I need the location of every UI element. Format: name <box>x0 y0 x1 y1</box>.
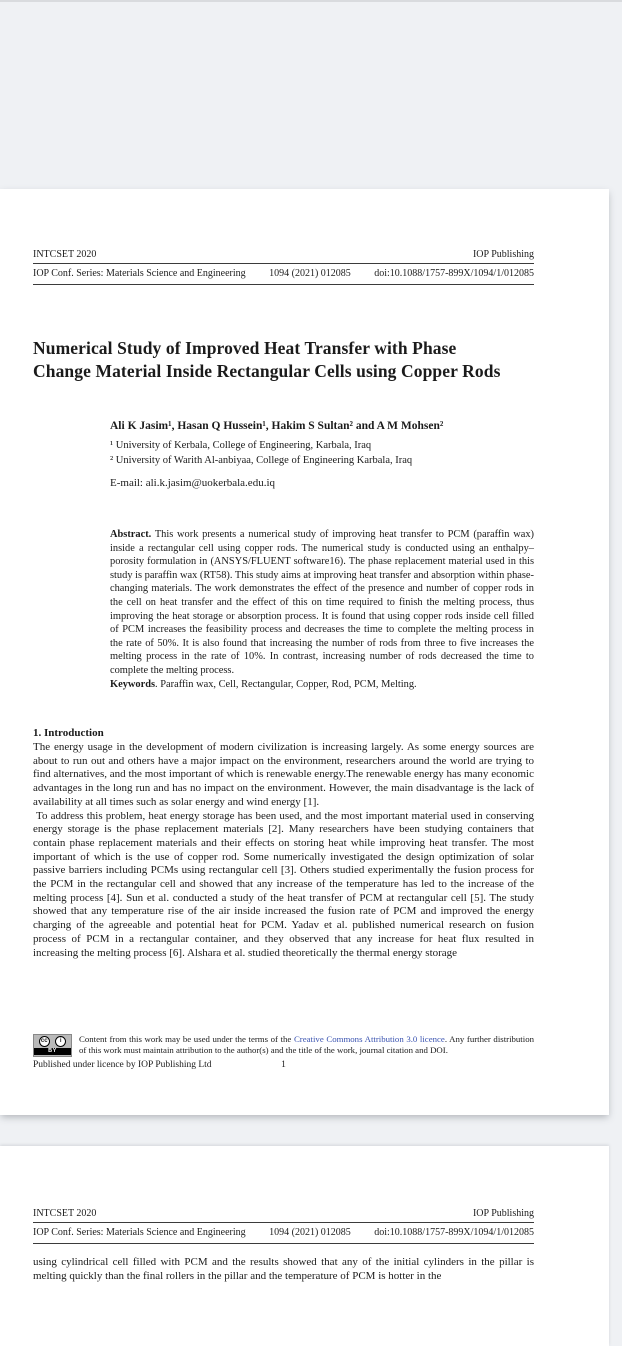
page-2 <box>0 1146 609 1346</box>
running-head <box>33 249 534 285</box>
email-line: E-mail: ali.k.jasim@uokerbala.edu.iq <box>110 477 275 489</box>
published-note: Published under licence by IOP Publishing Ltd <box>33 1060 212 1070</box>
series-title: IOP Conf. Series: Materials Science and Engineering <box>33 268 246 279</box>
introduction-body <box>33 741 534 960</box>
abstract-label: Abstract. <box>110 529 152 540</box>
page-1 <box>0 189 609 1115</box>
doi: doi:10.1088/1757-899X/1094/1/012085 <box>374 1227 534 1238</box>
conference-name: INTCSET 2020 <box>33 249 97 260</box>
license-post: . Any further distribution of this work must maintain attribution to the author(s) and the title of the work, journal citation and DOI. <box>79 1034 534 1055</box>
publisher-name: IOP Publishing <box>472 249 534 260</box>
keywords-text: . Paraffin wax, Cell, Rectangular, Copper, Rod, PCM, Melting. <box>155 678 417 690</box>
abstract-text: This work presents a numerical study of improving heat transfer to PCM (paraffin wax) inside a rectangular cell using copper rods. The numerical study is conducted using an enthalpy–porosity formulation in (ANSYS/FLUENT software16). The phase replacement material used in this study is paraffin wax (RT58). This study aims at improving heat transfer and absorption within phase-changing materials. The work demonstrates the effect of the presence and number of copper rods in the cell on heat transfer and the effect of this on time required to finish the melting process, thus improving the heat storage or absorption process. It is found that using copper rods inside cell filled of PCM increases the feasibility process and decreases the time to complete the melting process in the rate of 50%. It is also found that increasing the number of rods from three to five increases the melting process in the rate of 10%. In contrast, increasing number of rods decreased the time to complete the melting process. <box>110 529 534 676</box>
citation: 1094 (2021) 012085 <box>269 268 351 279</box>
page-footer <box>33 1034 534 1070</box>
affiliation-2: ² University of Warith Al-anbiyaa, College of Engineering Karbala, Iraq <box>110 454 413 466</box>
abstract-block <box>110 528 534 691</box>
intro-paragraph-2: To address this problem, heat energy storage has been used, and the most important material used in conserving energy storage is the phase replacement materials [2]. Many researchers have been studying containers that contain phase replacement materials and their effects on storing heat while improving heat transfer. The most important of which is the use of copper rod. Some numerically investigated the design optimization of solar passive barriers including PCMs using rectangular cell [3]. Others studied experimentally the fusion process for the PCM in the rectangular cell and showed that any increase of the temperature has led to the increase of the melting process [4]. Sun et al. conducted a study of the heat transfer of PCM at rectangular cell [5]. The study showed that any temperature rise of the air inside increased the fusion rate of PCM and improved the energy charging of the agreeable and potential heat for PCM. Yadav et al. published numerical research on fusion process of PCM in a rectangular container, and they observed that any increase for heat flux resulted in increasing the melting process [6]. Alshara et al. studied theoretically the thermal energy storage <box>33 809 534 959</box>
intro-paragraph-1: The energy usage in the development of modern civilization is increasing largely. As some energy sources are about to run out and others have a major impact on the environment, researchers around the world are trying to find alternatives, and the most important of which is renewable energy.The renewable energy has many economic advantages in the long run and has no impact on the environment. However, the main disadvantage is the lack of availability at all times such as solar energy and wind energy [1]. <box>33 741 534 808</box>
authors-line: Ali K Jasim¹, Hasan Q Hussein¹, Hakim S Sultan² and A M Mohsen² <box>110 420 444 432</box>
page-number: 1 <box>281 1060 286 1070</box>
citation: 1094 (2021) 012085 <box>269 1227 351 1238</box>
running-head-page2 <box>33 1208 534 1244</box>
license-text <box>79 1034 534 1056</box>
keywords-label: Keywords <box>110 678 156 690</box>
attribution-person-icon: i <box>55 1036 66 1047</box>
page2-body <box>33 1256 534 1283</box>
section-heading-introduction: 1. Introduction <box>33 727 104 739</box>
publisher-name: IOP Publishing <box>472 1208 534 1219</box>
affiliation-1: ¹ University of Kerbala, College of Engineering, Karbala, Iraq <box>110 440 372 451</box>
page2-paragraph: using cylindrical cell filled with PCM and the results showed that any of the initial cylinders in the pillar is melting quickly than the final rollers in the pillar and the temperature of PCM is hotter in the <box>33 1256 534 1282</box>
cc-by-label: BY <box>34 1048 71 1055</box>
license-pre: Content from this work may be used under the terms of the <box>79 1034 294 1044</box>
conference-name: INTCSET 2020 <box>33 1208 97 1219</box>
paper-title: Numerical Study of Improved Heat Transfer with Phase Change Material Inside Rectangular Cells using Copper Rods <box>33 338 501 381</box>
cc-icon: cc <box>39 1036 50 1047</box>
viewer-top-divider <box>0 0 622 2</box>
doi: doi:10.1088/1757-899X/1094/1/012085 <box>374 268 534 279</box>
affiliations <box>110 439 534 468</box>
cc-by-badge-icon <box>33 1034 72 1057</box>
creative-commons-link[interactable]: Creative Commons Attribution 3.0 licence <box>293 1034 445 1044</box>
series-title: IOP Conf. Series: Materials Science and Engineering <box>33 1227 246 1238</box>
